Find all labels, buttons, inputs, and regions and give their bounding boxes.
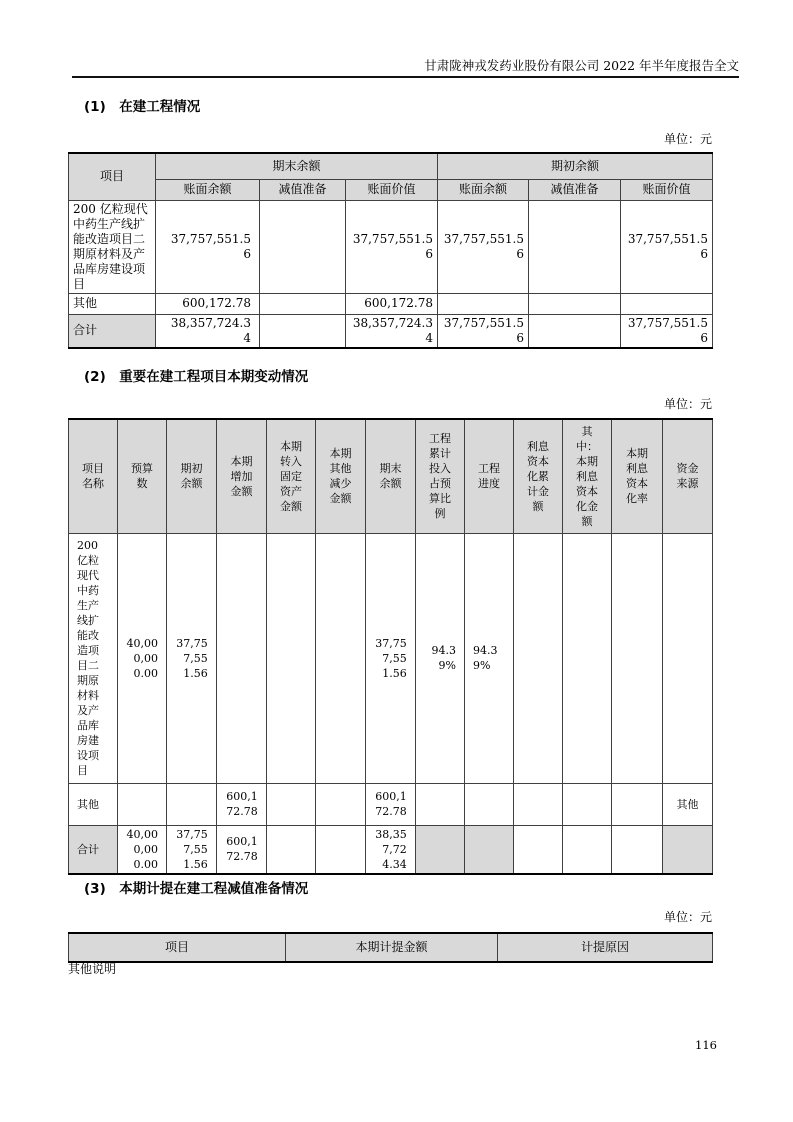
- col-header-project-name: 项目名称: [69, 419, 118, 533]
- cell: [465, 783, 514, 825]
- col-header-book-balance: 账面余额: [156, 179, 260, 200]
- col-header-increase: 本期增加金额: [217, 419, 267, 533]
- cell: [217, 533, 267, 783]
- cell: [416, 825, 465, 874]
- col-header-beginning-balance: 期初余额: [167, 419, 217, 533]
- row-label-other: 其他: [69, 293, 156, 314]
- col-header-capitalized-interest-accum: 利息资本化累计金额: [514, 419, 563, 533]
- row-label-total: 合计: [69, 825, 118, 874]
- other-note-label: 其他说明: [68, 962, 117, 976]
- cell: 38,357,724.34: [366, 825, 416, 874]
- fund-source-cell: [663, 533, 713, 783]
- cell: 38,357,724.34: [156, 314, 260, 348]
- col-header-impairment: 减值准备: [529, 179, 621, 200]
- cell: 600,172.78: [346, 293, 438, 314]
- col-group-ending-balance: 期末余额: [156, 153, 438, 179]
- cell: [563, 825, 612, 874]
- col-header-investment-to-budget-ratio: 工程累计投入占预算比例: [416, 419, 465, 533]
- cell: [529, 314, 621, 348]
- cell: [118, 783, 167, 825]
- col-header-provision-amount: 本期计提金额: [286, 933, 498, 962]
- cell: 40,000,000.00: [118, 825, 167, 874]
- unit-label-3: 单位：元: [663, 910, 712, 924]
- col-header-transfer-to-fixed-assets: 本期转入固定资产金额: [267, 419, 316, 533]
- col-header-book-value: 账面价值: [346, 179, 438, 200]
- cell: [612, 783, 663, 825]
- col-header-book-value: 账面价值: [621, 179, 713, 200]
- progress-cell: 94.39%: [465, 533, 514, 783]
- cell: 600,172.78: [217, 783, 267, 825]
- table-row-total: [69, 314, 713, 348]
- cell: 37,757,551.56: [156, 200, 260, 293]
- cell: [316, 825, 366, 874]
- section-2-heading: (2) 重要在建工程项目本期变动情况: [84, 369, 309, 385]
- cell: 40,000,000.00: [118, 533, 167, 783]
- cell: 600,172.78: [217, 825, 267, 874]
- cell: [563, 533, 612, 783]
- cell: [260, 200, 346, 293]
- cell: 600,172.78: [156, 293, 260, 314]
- cell: 37,757,551.56: [438, 200, 529, 293]
- col-header-provision-reason: 计提原因: [498, 933, 713, 962]
- cell: [267, 825, 316, 874]
- cell: 37,757,551.56: [167, 825, 217, 874]
- cell: [260, 293, 346, 314]
- impairment-provision-table: [68, 932, 713, 963]
- table-row: [69, 293, 713, 314]
- project-name-cell: 200 亿粒现代中药生产线扩能改造项目二期原材料及产品库房建设项目: [69, 200, 156, 293]
- cell: 37,757,551.56: [621, 200, 713, 293]
- cell: [563, 783, 612, 825]
- cell: 37,757,551.56: [346, 200, 438, 293]
- section-1-heading: (1) 在建工程情况: [84, 99, 201, 115]
- cell: [167, 783, 217, 825]
- fund-source-cell: 其他: [663, 783, 713, 825]
- table-row: [69, 533, 713, 783]
- cell: [267, 783, 316, 825]
- cell: 38,357,724.34: [346, 314, 438, 348]
- cell: [438, 293, 529, 314]
- unit-label-2: 单位：元: [663, 397, 712, 411]
- col-header-progress: 工程进度: [465, 419, 514, 533]
- col-header-ending-balance: 期末余额: [366, 419, 416, 533]
- col-header-budget: 预算数: [118, 419, 167, 533]
- construction-in-progress-table: [68, 152, 713, 349]
- cell: [416, 783, 465, 825]
- project-name-cell: 200 亿粒现代中药生产线扩能改造项目二期原材料及产品库房建设项目: [69, 533, 118, 783]
- cell: [663, 825, 713, 874]
- cell: [267, 533, 316, 783]
- cell: 37,757,551.56: [621, 314, 713, 348]
- page-number: 116: [695, 1038, 717, 1052]
- cell: 37,757,551.56: [366, 533, 416, 783]
- table-row-total: [69, 825, 713, 874]
- col-header-other-decrease: 本期其他减少金额: [316, 419, 366, 533]
- row-label-other: 其他: [69, 783, 118, 825]
- cell: 37,757,551.56: [438, 314, 529, 348]
- col-header-capitalization-rate: 本期利息资本化率: [612, 419, 663, 533]
- cell: [529, 200, 621, 293]
- cell: [529, 293, 621, 314]
- report-header-title: 甘肃陇神戎发药业股份有限公司 2022 年半年度报告全文: [424, 58, 739, 73]
- header-rule: [72, 76, 739, 78]
- section-3-heading: (3) 本期计提在建工程减值准备情况: [84, 881, 309, 897]
- row-label-total: 合计: [69, 314, 156, 348]
- cell: [612, 825, 663, 874]
- col-header-fund-source: 资金来源: [663, 419, 713, 533]
- col-header-book-balance: 账面余额: [438, 179, 529, 200]
- cell: [316, 533, 366, 783]
- cell: [260, 314, 346, 348]
- col-header-item: 项目: [69, 153, 156, 200]
- table-row: [69, 200, 713, 293]
- cell: [612, 533, 663, 783]
- unit-label-1: 单位：元: [663, 132, 712, 146]
- table-row: [69, 783, 713, 825]
- cell: [514, 825, 563, 874]
- cell: [316, 783, 366, 825]
- cell: 600,172.78: [366, 783, 416, 825]
- cell: [621, 293, 713, 314]
- ratio-cell: 94.39%: [416, 533, 465, 783]
- cell: [514, 533, 563, 783]
- col-header-capitalized-interest-current: 其中：本期利息资本化金额: [563, 419, 612, 533]
- col-header-impairment: 减值准备: [260, 179, 346, 200]
- cell: [514, 783, 563, 825]
- col-group-beginning-balance: 期初余额: [438, 153, 713, 179]
- major-project-changes-table: [68, 418, 713, 875]
- cell: 37,757,551.56: [167, 533, 217, 783]
- col-header-item: 项目: [69, 933, 286, 962]
- cell: [465, 825, 514, 874]
